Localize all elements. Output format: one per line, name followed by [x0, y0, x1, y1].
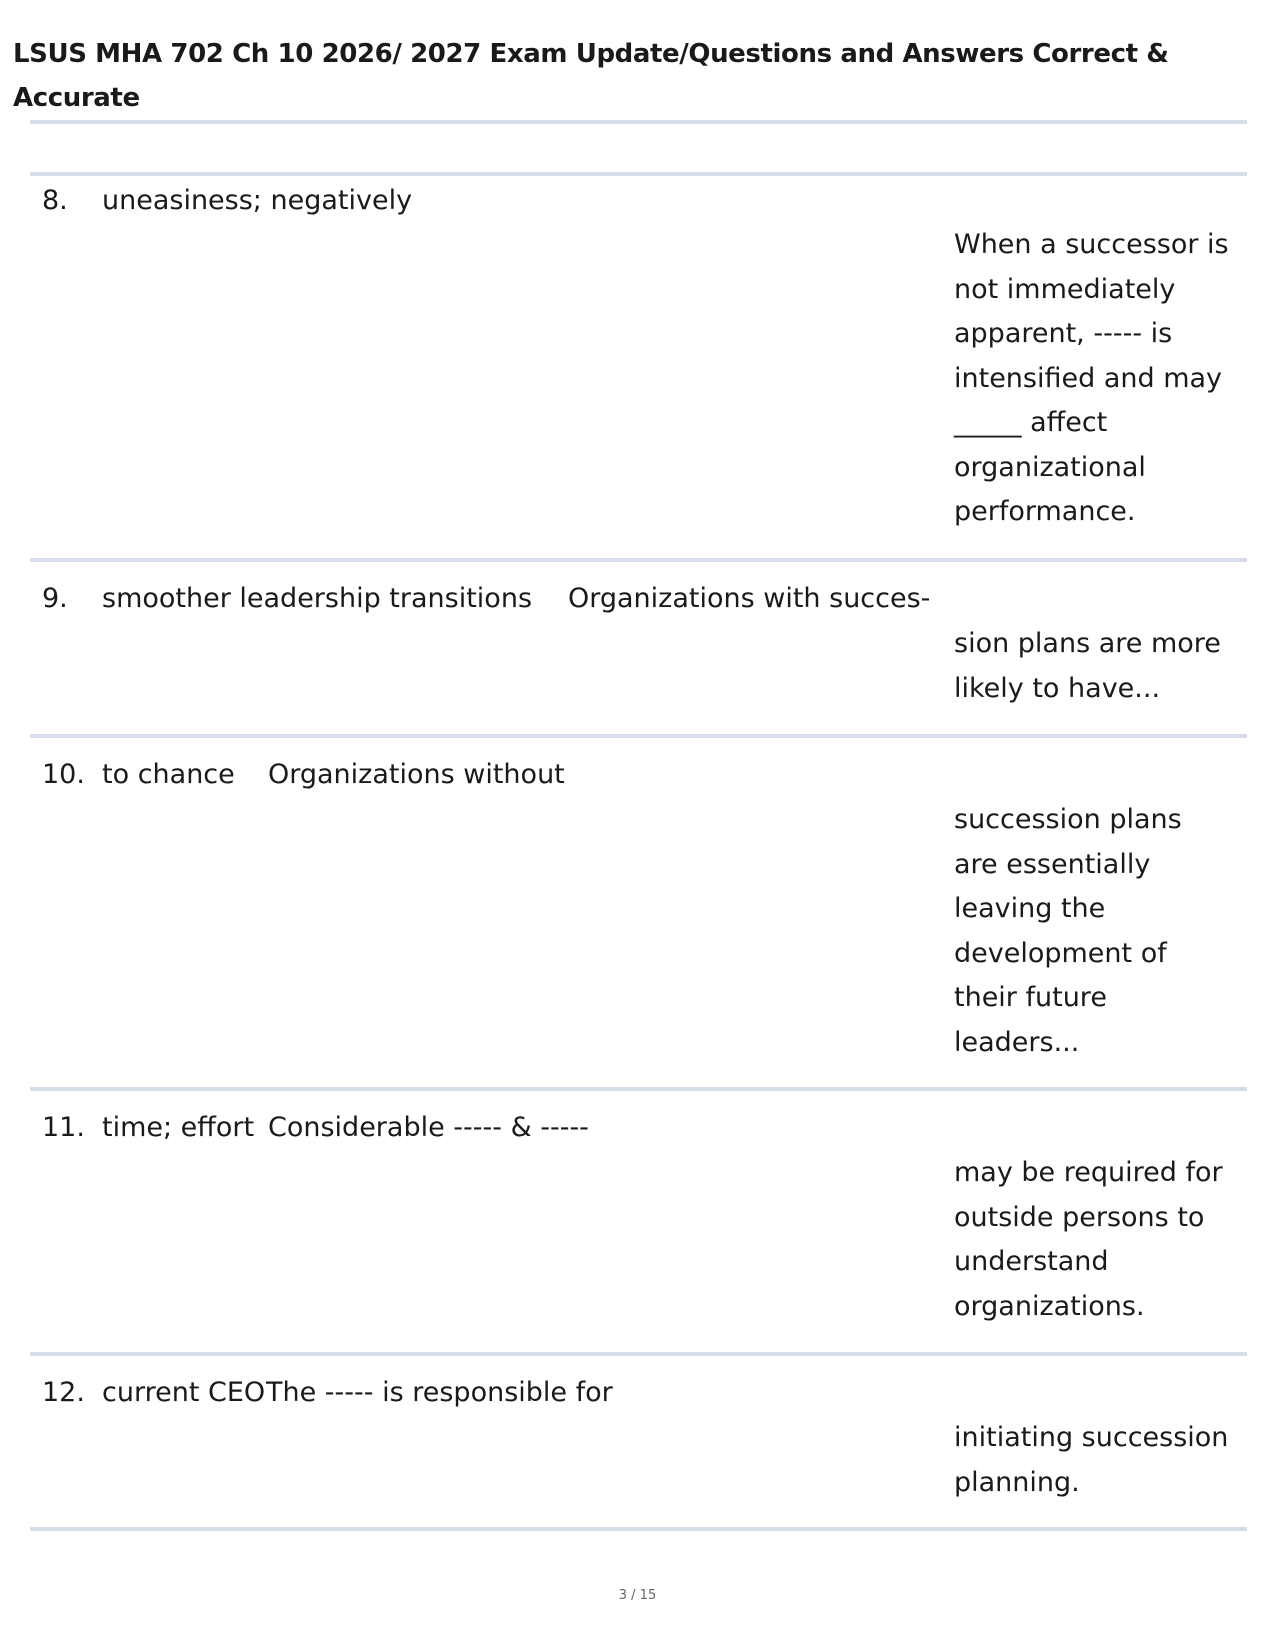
item-definition: [954, 798, 1254, 1065]
item-definition: [954, 1151, 1254, 1329]
definition-line: may be required for: [954, 1157, 1223, 1188]
item-number: 9.: [42, 583, 68, 614]
definition-line: their future: [954, 982, 1107, 1013]
item-term: time; effort: [102, 1112, 255, 1143]
row-divider: [30, 1087, 1247, 1091]
row-divider: [30, 172, 1247, 176]
definition-line: When a successor is: [954, 229, 1229, 260]
definition-line: development of: [954, 937, 1167, 969]
item-term: current CEO: [102, 1377, 266, 1408]
item-definition-start: Organizations without: [268, 759, 565, 790]
definition-line: sion plans are more: [954, 628, 1221, 659]
definition-line: are essentially: [954, 848, 1151, 880]
definition-line: not immediately: [954, 273, 1176, 305]
page-number: 3 / 15: [618, 1588, 657, 1603]
item-term: to chance: [102, 759, 235, 790]
definition-line: planning.: [954, 1466, 1080, 1498]
row-divider: [30, 734, 1247, 738]
definition-line: leaving the: [954, 893, 1106, 924]
definition-line: initiating succession: [954, 1422, 1229, 1453]
page-title: LSUS MHA 702 Ch 10 2026/ 2027 Exam Update/Questions and Answers Correct & Accurate: [13, 39, 1169, 113]
item-term: uneasiness; negatively: [102, 185, 413, 216]
definition-line: intensified and may: [954, 362, 1223, 394]
definition-line: outside persons to: [954, 1201, 1205, 1233]
definition-line: _____ affect: [954, 407, 1108, 438]
definition-line: leaders...: [954, 1026, 1080, 1058]
definition-line: organizations.: [954, 1290, 1145, 1322]
row-divider: [30, 558, 1247, 562]
item-number: 8.: [42, 185, 68, 216]
item-number: 12.: [42, 1377, 85, 1408]
item-term: smoother leadership transitions: [102, 583, 533, 614]
definition-line: understand: [954, 1246, 1109, 1277]
definition-line: performance.: [954, 496, 1136, 527]
item-definition: [954, 223, 1254, 535]
title-divider: [30, 120, 1247, 124]
row-divider: [30, 1527, 1247, 1531]
definition-line: likely to have...: [954, 672, 1161, 704]
item-definition: [954, 1416, 1254, 1505]
definition-line: apparent, ----- is: [954, 318, 1173, 349]
definition-line: succession plans: [954, 804, 1182, 835]
row-divider: [30, 1352, 1247, 1356]
definition-line: organizational: [954, 451, 1146, 483]
item-definition-start: The ----- is responsible for: [266, 1377, 613, 1408]
item-definition-start: Considerable ----- & -----: [268, 1112, 589, 1143]
item-definition-start: Organizations with succes-: [568, 583, 931, 614]
item-number: 10.: [42, 759, 85, 790]
item-number: 11.: [42, 1112, 85, 1143]
item-definition: [954, 622, 1254, 711]
